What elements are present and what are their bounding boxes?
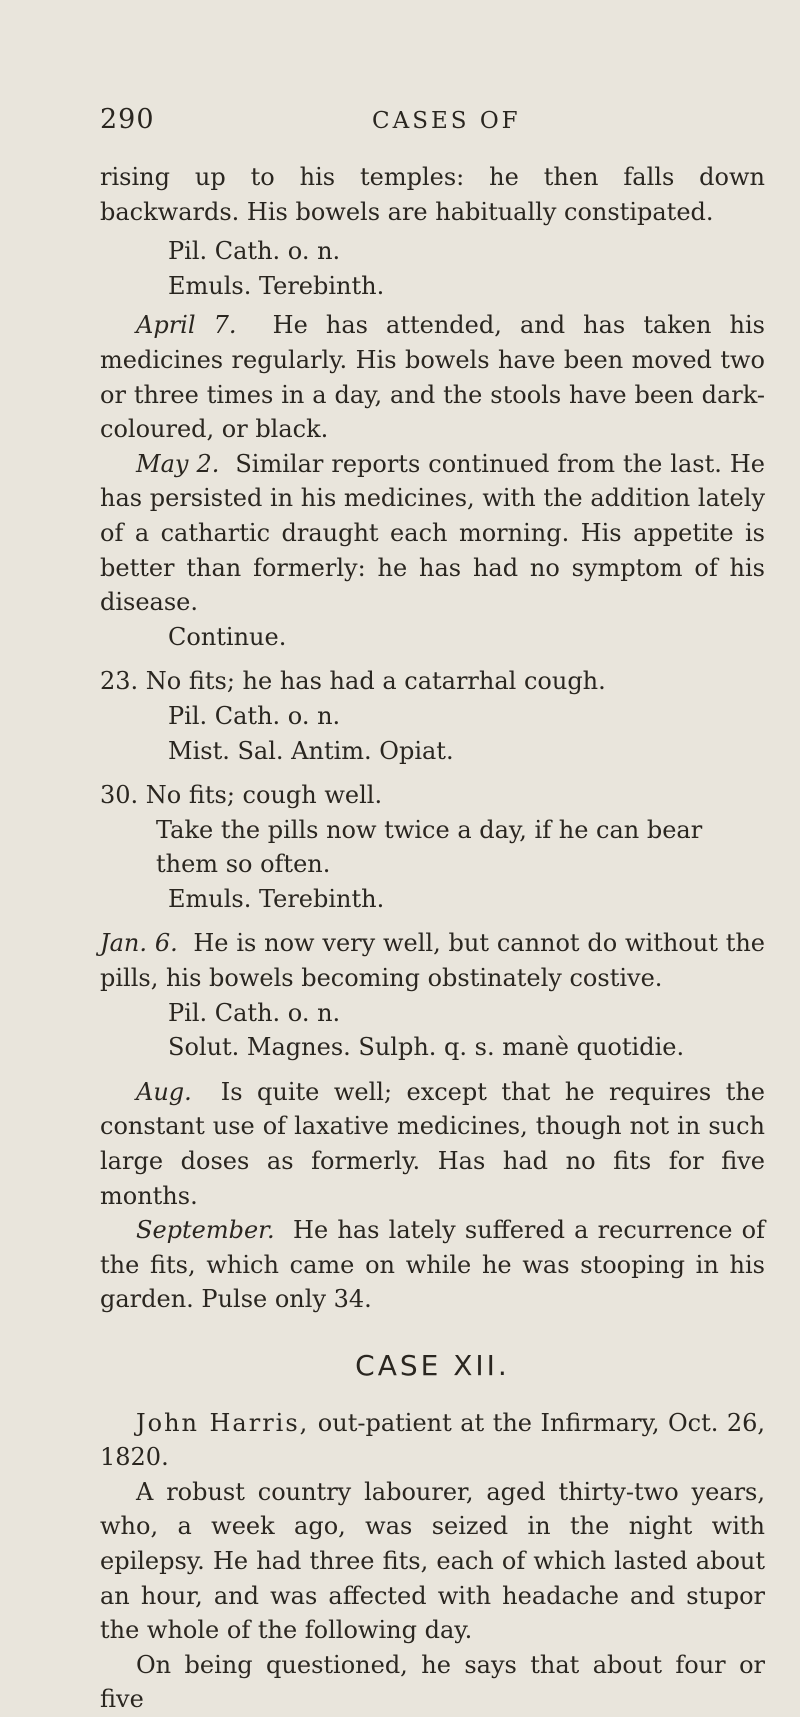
paragraph-continuation: rising up to his temples: he then falls down backwards. His bowels are habitually constipated. [100,163,765,226]
case-title: CASE XII. [355,1349,510,1382]
entry-date: Jan. 6. [100,929,178,958]
entry-jan-6 [100,926,765,995]
page-header [100,104,760,144]
entry-date: Aug. [136,1077,192,1106]
entry-may-2 [100,447,765,620]
entry-date: April 7. [136,311,237,340]
page-body [100,160,765,1717]
entry-text: He has lately suffered a recurrence of the fits, which came on while he was stooping in his garden. Pulse only 34. [100,1216,765,1314]
case-paragraph: A robust country labourer, aged thirty-two years, who, a week ago, was seized in the night with epilepsy. He had three fits, each of which lasted about an hour, and was affected with headache and stupor the whole of the following day. [100,1477,765,1645]
prescription-line: Emuls. Terebinth. [168,884,385,913]
entry-text: He has attended, and has taken his medicines regularly. His bowels have been moved two or three times in a day, and the stools have been dark-coloured, or black. [100,311,766,444]
prescription-line: Pil. Cath. o. n. [168,701,341,730]
prescription-line: Emuls. Terebinth. [168,271,385,300]
entry-23: 23. No fits; he has had a catarrhal cough. [100,667,606,696]
entry-30: 30. No fits; cough well. [100,781,383,810]
entry-date: September. [136,1216,275,1245]
entry-text: He is now very well, but cannot do without the pills, his bowels becoming obstinately costive. [100,929,766,993]
entry-september [100,1213,765,1317]
prescription-line: Continue. [168,622,287,651]
page-number: 290 [100,104,155,135]
entry-aug [100,1075,765,1213]
entry-text: Is quite well; except that he requires the constant use of laxative medicines, though not in such large doses as formerly. Has had no fits for five months. [100,1077,765,1210]
running-head: CASES OF [372,108,521,134]
prescription-line: Take the pills now twice a day, if he can bear them so often. [156,815,703,879]
prescription-line: Solut. Magnes. Sulph. q. s. manè quotidie. [168,1033,685,1062]
entry-text: Similar reports continued from the last. He has persisted in his medicines, with the addition lately of a cathartic draught each morning. His appetite is better than formerly: he has had no symptom of his disease. [100,449,765,617]
case-intro-text: out-patient at the Infirmary, Oct. 26, 1820. [100,1408,766,1472]
case-paragraph: On being questioned, he says that about four or five [100,1650,765,1714]
entry-april-7 [100,308,765,446]
case-intro [100,1406,765,1475]
prescription-line: Mist. Sal. Antim. Opiat. [168,736,454,765]
patient-name: John Harris, [136,1408,310,1437]
prescription-line: Pil. Cath. o. n. [168,998,341,1027]
prescription-line: Pil. Cath. o. n. [168,237,341,266]
entry-date: May 2. [136,449,220,478]
